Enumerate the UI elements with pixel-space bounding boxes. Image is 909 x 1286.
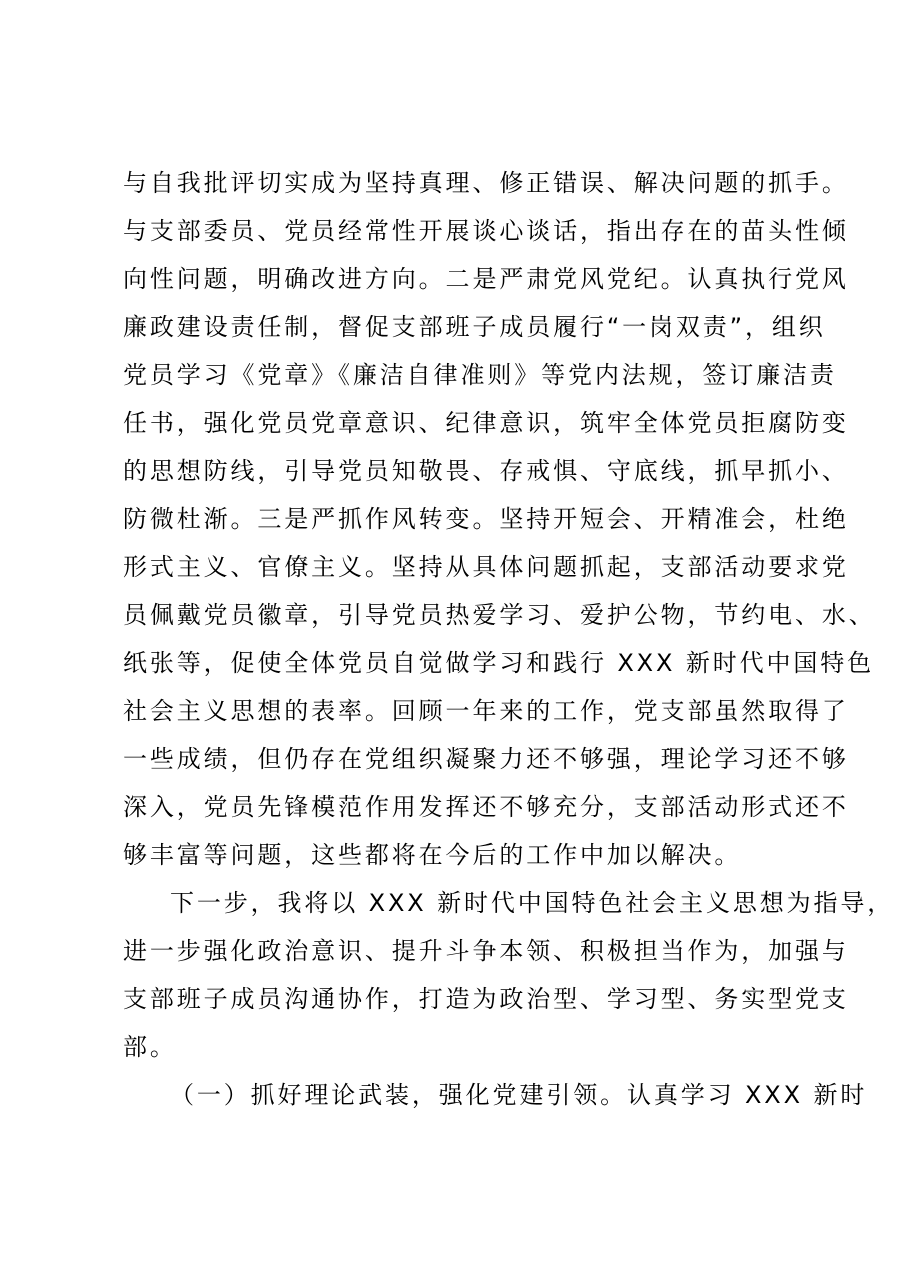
text-line-19: 部。 [123,1033,177,1061]
text-line-14: 深入，党员先锋模范作用发挥还不够充分，支部活动形式还不 [123,793,849,821]
text-line-3: 向性问题，明确改进方向。二是严肃党风党纪。认真执行党风 [123,265,849,293]
text-line-10: 员佩戴党员徽章，引导党员热爱学习、爱护公物，节约电、水、 [123,601,876,629]
text-line-6: 任书，强化党员党章意识、纪律意识，筑牢全体党员拒腐防变 [123,409,849,437]
text-line-5: 党员学习《党章》《廉洁自律准则》等党内法规，签订廉洁责 [123,361,837,389]
text-line-20: （一）抓好理论武装，强化党建引领。认真学习 XXX 新时 [170,1081,868,1109]
text-line-7: 的思想防线，引导党员知敬畏、存戒惧、守底线，抓早抓小、 [123,457,849,485]
text-line-11: 纸张等，促使全体党员自觉做学习和践行 XXX 新时代中国特色 [123,649,874,677]
text-line-9: 形式主义、官僚主义。坚持从具体问题抓起，支部活动要求党 [123,553,849,581]
text-line-13: 一些成绩，但仍存在党组织凝聚力还不够强，理论学习还不够 [123,745,849,773]
text-line-17: 进一步强化政治意识、提升斗争本领、积极担当作为，加强与 [123,937,849,965]
text-line-15: 够丰富等问题，这些都将在今后的工作中加以解决。 [123,841,742,869]
text-line-12: 社会主义思想的表率。回顾一年来的工作，党支部虽然取得了 [123,697,849,725]
text-line-2: 与支部委员、党员经常性开展谈心谈话，指出存在的苗头性倾 [123,217,849,245]
text-line-8: 防微杜渐。三是严抓作风转变。坚持开短会、开精准会，杜绝 [123,505,849,533]
text-line-18: 支部班子成员沟通协作，打造为政治型、学习型、务实型党支 [123,985,849,1013]
text-line-1: 与自我批评切实成为坚持真理、修正错误、解决问题的抓手。 [123,169,849,197]
text-line-16: 下一步，我将以 XXX 新时代中国特色社会主义思想为指导， [170,889,895,917]
text-line-4: 廉政建设责任制，督促支部班子成员履行“一岗双责”，组织 [123,313,826,341]
